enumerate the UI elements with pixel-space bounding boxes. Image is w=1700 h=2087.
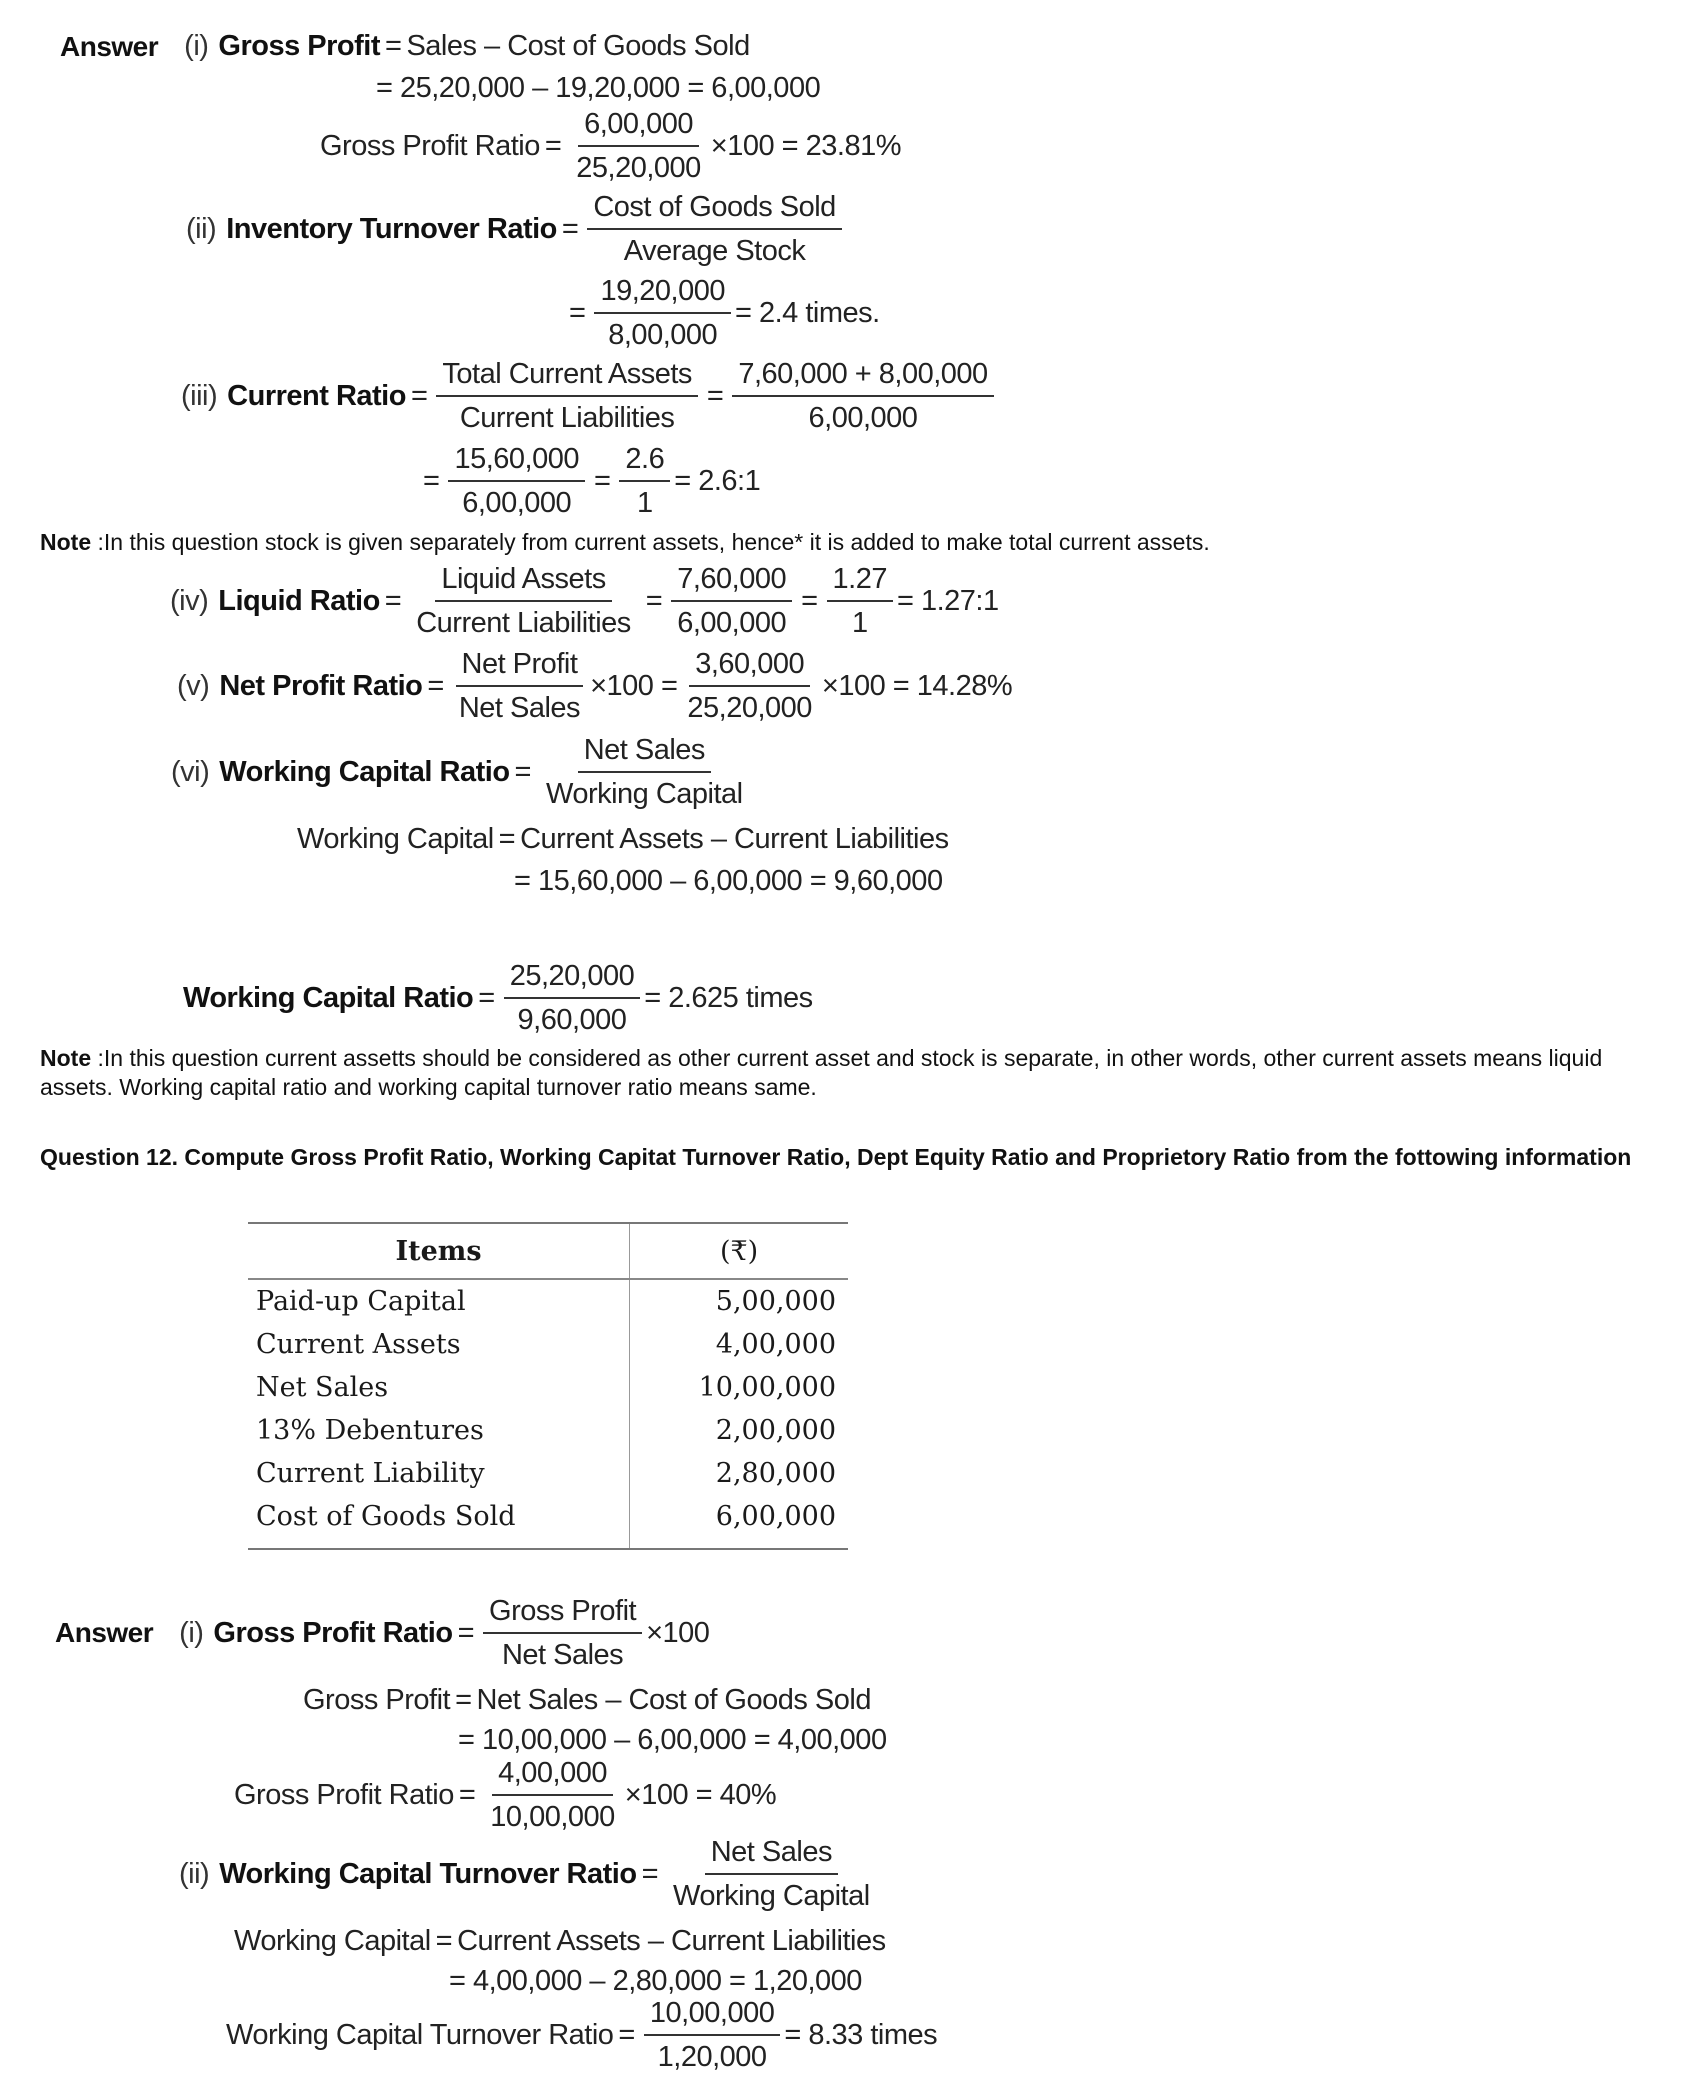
table-row: 13% Debentures 2,00,000 [248,1409,848,1452]
working-capital-ratio-result: Working Capital Ratio = $\frac{25,20,000}{9,60,000}$ = 2.625 times [183,957,813,1039]
working-capital-formula: Working Capital = Current Assets – Current Liabilities [297,823,949,855]
answer-2-gross-profit-ratio: Answer (i) Gross Profit Ratio = $\frac{\text{Gross Profit}}{\text{Net Sales}}$ ×100 [55,1592,709,1674]
item-number: (i) [184,30,209,62]
liquid-ratio: (iv) Liquid Ratio = $\frac{\text{Liquid Assets}}{\text{Current Liabilities}}$ = $\frac{7,60,000}{6,00,000}$ = $\frac{1.27}{1}$ = 1.27:1 [170,560,999,642]
column-header-amount: (₹) [630,1223,848,1279]
formula-rhs: Sales – Cost of Goods Sold [406,30,750,62]
fraction: $\frac{\text{Total Current Assets}}{\text{Current Liabilities}}$ [436,355,698,437]
fraction: $\frac{7,60,000}{6,00,000}$ [671,560,792,642]
item-title: Gross Profit [218,30,381,62]
column-header-items: Items [248,1223,630,1279]
fraction: $\frac{\text{Net Sales}}{\text{Working Capital}}$ [667,1833,876,1915]
working-capital-calc: = 15,60,000 – 6,00,000 = 9,60,000 [514,865,943,897]
fraction: $\frac{\text{Net Profit}}{\text{Net Sales}}$ [453,645,586,727]
current-ratio: (iii) Current Ratio = $\frac{\text{Total Current Assets}}{\text{Current Liabilities}}$ = $\frac{7,60,000 + 8,00,000}{6,00,000}$ [181,355,998,437]
items-table [248,1222,848,1550]
table-row: Current Assets 4,00,000 [248,1323,848,1366]
fraction: $\frac{3,60,000}{25,20,000}$ [681,645,818,727]
fraction: $\frac{15,60,000}{6,00,000}$ [448,440,585,522]
inventory-turnover-ratio: (ii) Inventory Turnover Ratio = $\frac{\text{Cost of Goods Sold}}{\text{Average Stock}}$ [186,188,846,270]
fraction: $\frac{10,00,000}{1,20,000}$ [644,1994,781,2076]
fraction: $\frac{19,20,000}{8,00,000}$ [594,272,731,354]
fraction: $\frac{\text{Net Sales}}{\text{Working Capital}}$ [540,731,749,813]
fraction: $\frac{25,20,000}{9,60,000}$ [504,957,641,1039]
table-row: Current Liability 2,80,000 [248,1452,848,1495]
fraction: $\frac{\text{Liquid Assets}}{\text{Current Liabilities}}$ [410,560,637,642]
answer-i-gross-profit: Answer (i) Gross Profit = Sales – Cost of Goods Sold [60,30,750,62]
gross-profit-calc: = 10,00,000 – 6,00,000 = 4,00,000 [458,1724,887,1756]
working-capital-turnover-result: Working Capital Turnover Ratio = $\frac{10,00,000}{1,20,000}$ = 8.33 times [226,1994,937,2076]
working-capital-calc-2: = 4,00,000 – 2,80,000 = 1,20,000 [449,1965,862,1997]
note-stock: Note :In this question stock is given separately from current assets, hence* it is added to make total current assets. [40,529,1210,555]
net-profit-ratio: (v) Net Profit Ratio = $\frac{\text{Net Profit}}{\text{Net Sales}}$ ×100 = $\frac{3,60,000}{25,20,000}$ ×100 = 14.28% [177,645,1012,727]
table-row: Paid-up Capital 5,00,000 [248,1279,848,1323]
fraction: $\frac{7,60,000 + 8,00,000}{6,00,000}$ [732,355,993,437]
answer-label: Answer [60,30,159,62]
fraction: $\frac{4,00,000}{10,00,000}$ [484,1754,621,1836]
current-ratio-calc: = $\frac{15,60,000}{6,00,000}$ = $\frac{2.6}{1}$ = 2.6:1 [418,440,760,522]
fraction: $\frac{\text{Gross Profit}}{\text{Net Sales}}$ [483,1592,642,1674]
gross-profit-ratio-result: Gross Profit Ratio = $\frac{4,00,000}{10,00,000}$ ×100 = 40% [234,1754,776,1836]
table-header-row [248,1223,848,1279]
table-row: Cost of Goods Sold 6,00,000 [248,1495,848,1549]
gross-profit-ratio: Gross Profit Ratio = $\frac{6,00,000}{25,20,000}$ ×100 = 23.81% [320,105,901,187]
fraction: $\frac{\text{Cost of Goods Sold}}{\text{Average Stock}}$ [587,188,841,270]
note-current-assets: Note :In this question current assetts should be considered as other current asset and stock is separate, in other words, other current assets means liquid assets. Working capital ratio and working capital turnover ratio means same. [40,1045,1603,1100]
answer-label: Answer [55,1617,154,1648]
question-12-heading: Question 12. Compute Gross Profit Ratio, Working Capitat Turnover Ratio, Dept Equity Ratio and Proprietory Ratio from the fottowing information [40,1144,1632,1170]
inventory-turnover-calc: = $\frac{19,20,000}{8,00,000}$ = 2.4 times. [564,272,880,354]
fraction: $\frac{1.27}{1}$ [827,560,893,642]
gross-profit-calc: = 25,20,000 – 19,20,000 = 6,00,000 [376,72,821,104]
working-capital-turnover-ratio: (ii) Working Capital Turnover Ratio = $\frac{\text{Net Sales}}{\text{Working Capital}}$ [179,1833,880,1915]
working-capital-formula-2: Working Capital = Current Assets – Current Liabilities [234,1925,886,1957]
fraction: $\frac{6,00,000}{25,20,000}$ [570,105,707,187]
working-capital-ratio: (vi) Working Capital Ratio = $\frac{\text{Net Sales}}{\text{Working Capital}}$ [171,731,753,813]
fraction: $\frac{2.6}{1}$ [619,440,670,522]
table-row: Net Sales 10,00,000 [248,1366,848,1409]
gross-profit-formula: Gross Profit = Net Sales – Cost of Goods Sold [303,1684,871,1716]
